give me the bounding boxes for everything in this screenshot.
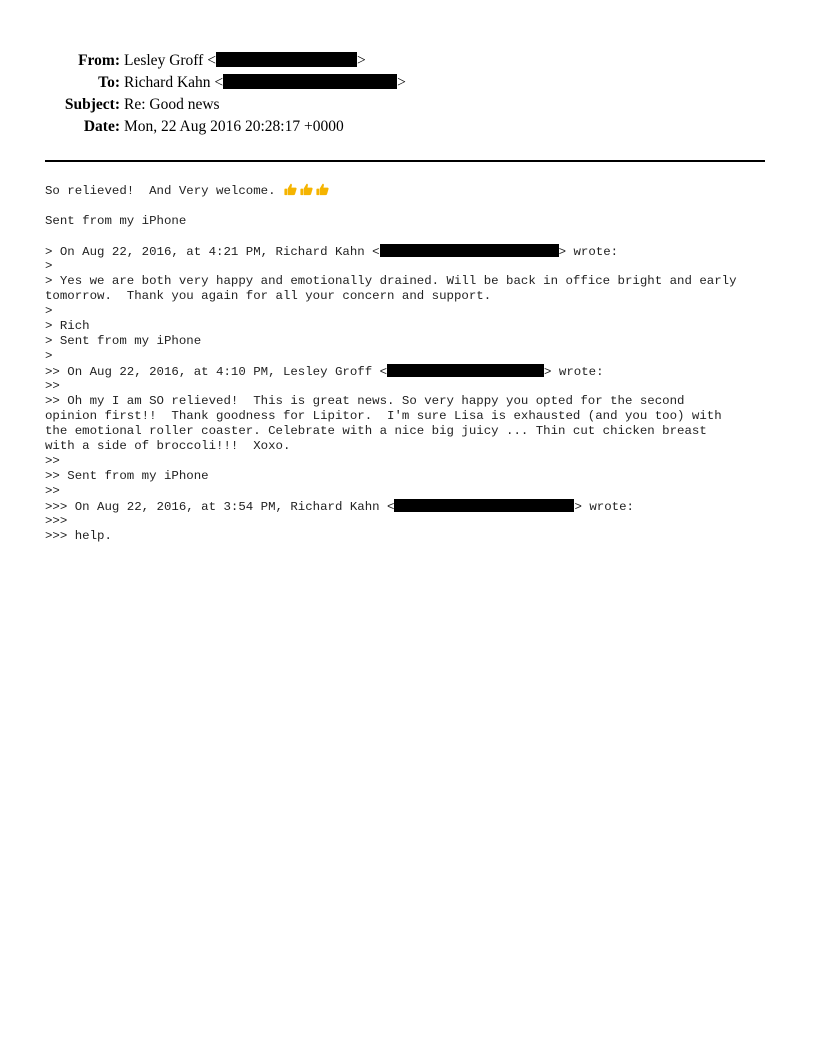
blank-line [45, 229, 785, 244]
thumbs-up-icon [315, 182, 330, 197]
thumbs-up-icon [299, 182, 314, 197]
quote-line: >> [45, 454, 60, 468]
to-close: > [397, 74, 406, 91]
quote-header [45, 364, 785, 379]
quote-header [45, 244, 785, 259]
thumbs-up-icon [283, 182, 298, 197]
body-line [45, 182, 785, 199]
quote-header-suffix: > wrote: [558, 245, 619, 259]
to-label: To: [98, 74, 120, 91]
redacted-email [387, 364, 544, 377]
quote-header-suffix: > wrote: [544, 365, 604, 379]
email-body [45, 182, 785, 544]
quote-header-suffix: > wrote: [574, 500, 634, 514]
blank-line [45, 199, 785, 214]
quote-line: >> Sent from my iPhone [45, 469, 209, 483]
quote-line: > Yes we are both very happy and emotionally drained. Will be back in office bright and early [45, 274, 737, 288]
quote-line: >> [45, 379, 60, 393]
quote-line: opinion first!! Thank goodness for Lipitor. I'm sure Lisa is exhausted (and you too) with [45, 409, 722, 423]
to-value [124, 74, 406, 92]
quote-line: tomorrow. Thank you again for all your concern and support. [45, 289, 492, 303]
to-name: Richard Kahn < [124, 74, 224, 91]
from-name: Lesley Groff < [124, 52, 216, 69]
body-line: Sent from my iPhone [45, 214, 187, 228]
redacted-email [380, 244, 559, 257]
redacted-email [394, 499, 574, 512]
body-text: So relieved! And Very welcome. [45, 184, 283, 198]
subject-value: Re: Good news [124, 96, 220, 113]
quote-header-prefix: > On Aug 22, 2016, at 4:21 PM, Richard Kahn < [45, 245, 380, 259]
quote-line: > [45, 259, 53, 273]
header-divider [45, 160, 765, 162]
quote-line: >> Oh my I am SO relieved! This is great news. So very happy you opted for the second [45, 394, 685, 408]
date-label: Date: [83, 118, 120, 135]
subject-label: Subject: [64, 96, 120, 113]
thumbs-up-emoji-group [283, 182, 331, 202]
quote-line: > [45, 349, 53, 363]
quote-line: > [45, 304, 53, 318]
redacted-email [223, 74, 397, 89]
redacted-email [216, 52, 357, 67]
quote-line: >>> help. [45, 529, 112, 543]
quote-header-prefix: >>> On Aug 22, 2016, at 3:54 PM, Richard Kahn < [45, 500, 395, 514]
quote-line: with a side of broccoli!!! Xoxo. [45, 439, 291, 453]
date-value: Mon, 22 Aug 2016 20:28:17 +0000 [124, 118, 344, 135]
quote-header-prefix: >> On Aug 22, 2016, at 4:10 PM, Lesley Groff < [45, 365, 388, 379]
quote-line: > Rich [45, 319, 90, 333]
quote-line: >> [45, 484, 60, 498]
quote-line: > Sent from my iPhone [45, 334, 202, 348]
from-label: From: [78, 52, 120, 69]
quote-header [45, 499, 785, 514]
from-value [124, 52, 366, 70]
quote-line: >>> [45, 514, 68, 528]
quote-line: the emotional roller coaster. Celebrate with a nice big juicy ... Thin cut chicken breast [45, 424, 707, 438]
from-close: > [356, 52, 366, 69]
